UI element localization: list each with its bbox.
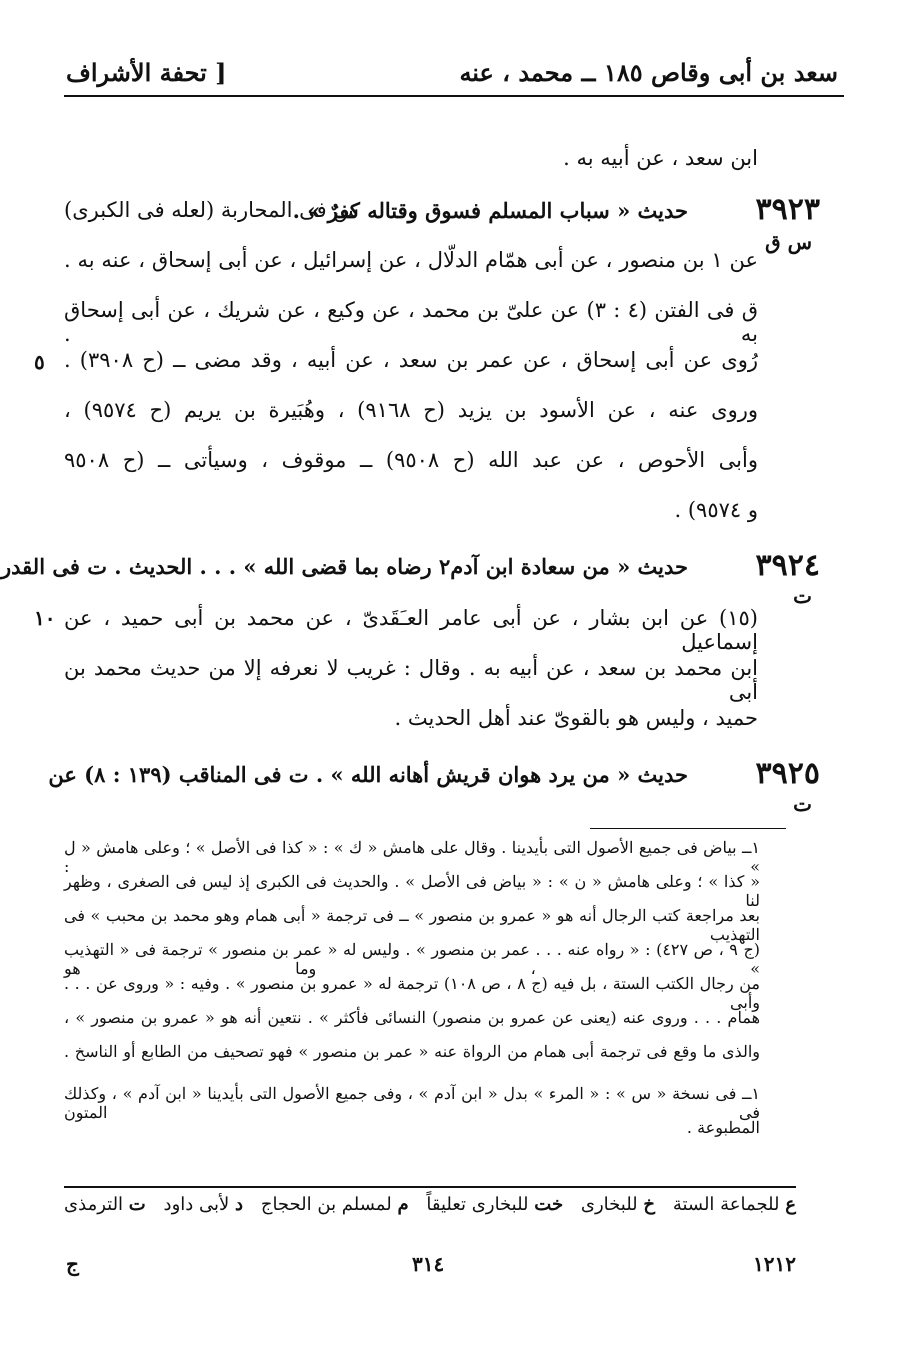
text-line: ق فى الفتن (٤ : ٣) عن علىّ بن محمد ، عن وكيع ، عن شريك ، عن أبى إسحاق به . — [64, 298, 758, 346]
key-entry — [64, 1194, 146, 1215]
key-label: لمسلم بن الحجاج — [260, 1194, 392, 1215]
abbreviation-key — [64, 1194, 796, 1215]
key-code: د — [235, 1194, 244, 1215]
key-label: للبخارى تعليقاً — [426, 1194, 529, 1215]
header-rule — [64, 95, 844, 97]
hadith-text: حديث « من سعادة ابن آدم٢ رضاه بما قضى الله » . . . الحديث . ت فى القدر — [1, 554, 688, 579]
footnote-line: المطبوعة . — [686, 1118, 760, 1137]
footnote-line: من رجال الكتب الستة ، بل فيه (ج ٨ ، ص ١٠٨) ترجمة له « عمرو بن منصور » . وفيه : « وروى عن . . . وأبى — [64, 974, 761, 1012]
running-header-book-title: [ تحفة الأشراف — [66, 58, 227, 87]
text-line: رُوى عن أبى إسحاق ، عن عمر بن سعد ، عن أبيه ، وقد مضى ــ (ح ٣٩٠٨) . — [64, 348, 758, 372]
hadith-number: ٣٩٢٥ — [755, 756, 820, 791]
text-line: عن ١ بن منصور ، عن أبى همّام الدلّال ، عن إسرائيل ، عن أبى إسحاق ، عنه به . — [64, 248, 758, 272]
side-mark: ت — [793, 792, 812, 816]
footnote-rule — [590, 828, 786, 829]
signature-mark: ج — [66, 1252, 79, 1276]
key-label: للجماعة الستة — [672, 1194, 780, 1215]
key-label: لأبى داود — [163, 1194, 230, 1215]
text-line: ابن محمد بن سعد ، عن أبيه به . وقال : غريب لا نعرفه إلا من حديث محمد بن أبى — [64, 656, 758, 704]
text-line: حميد ، وليس هو بالقوىّ عند أهل الحديث . — [394, 706, 758, 730]
footnote-line: ١ــ فى نسخة « س » : « المرء » بدل « ابن آدم » ، وفى جميع الأصول التى بأيدينا « ابن آدم » ، وكذلك فى المتون — [64, 1084, 760, 1122]
text-line: ابن سعد ، عن أبيه به . — [563, 146, 758, 170]
key-entry — [426, 1194, 563, 1215]
key-code: م — [397, 1194, 409, 1215]
side-mark: س ق — [765, 230, 812, 254]
margin-line-number: ١٠ — [34, 606, 56, 630]
footnote-line: « كذا » ؛ وعلى هامش « ن » : « بياض فى الأصل » . والحديث فى الكبرى إذ ليس فى الصغرى ، وظهر لنا — [64, 872, 760, 910]
running-header-chapter: سعد بن أبى وقاص ١٨٥ ــ محمد ، عنه — [459, 58, 838, 87]
side-mark: ت — [793, 584, 812, 608]
key-code: ت — [128, 1194, 146, 1215]
footnote-line: همام . . . وروى عنه (يعنى عن عمرو بن منصور) النسائى فأكثر » . نتعين أنه هو « عمرو بن منصور » ، — [64, 1008, 761, 1027]
key-entry — [164, 1194, 243, 1215]
hadith-text: حديث « من يرد هوان قريش أهانه الله » . ت فى المناقب (١٣٩ : ٨) عن — [48, 762, 688, 787]
text-line: و ٩٥٧٤) . — [674, 498, 758, 522]
text-line: وروى عنه ، عن الأسود بن يزيد (ح ٩١٦٨) ، وهُبَيرة بن يريم (ح ٩٥٧٤) ، — [64, 398, 758, 422]
item-number: ١٢١٢ — [753, 1252, 796, 1276]
footnote-line: والذى ما وقع فى ترجمة أبى همام من الرواة عنه « عمر بن منصور » فهو تصحيف من الطابع أو الناسخ . — [64, 1042, 760, 1061]
key-code: خت — [534, 1194, 564, 1215]
key-code: ع — [785, 1194, 796, 1215]
key-rule — [64, 1186, 796, 1188]
margin-line-number: ٥ — [34, 350, 45, 374]
hadith-text: حديث « سباب المسلم فسوق وقتاله كفرٌ » . — [292, 198, 688, 223]
key-entry — [673, 1194, 796, 1215]
page-number: ٣١٤ — [412, 1252, 445, 1276]
key-label: الترمذى — [64, 1194, 124, 1215]
text-line: س فى المحاربة (لعله فى الكبرى) — [64, 198, 359, 222]
key-entry — [261, 1194, 409, 1215]
footnote-line: بعد مراجعة كتب الرجال أنه هو « عمرو بن منصور » ــ فى ترجمة « أبى همام وهو محمد بن محبب » فى التهذيب — [64, 906, 760, 944]
key-label: للبخارى — [580, 1194, 638, 1215]
footnote-line: ١ــ بياض فى جميع الأصول التى بأيدينا . وقال على هامش « ك » : « كذا فى الأصل » ؛ وعلى هامش « ل » : — [64, 838, 760, 876]
hadith-number: ٣٩٢٤ — [755, 548, 820, 583]
key-code: خ — [643, 1194, 656, 1215]
hadith-number: ٣٩٢٣ — [755, 192, 820, 227]
key-entry — [581, 1194, 655, 1215]
text-line: (١٥) عن ابن بشار ، عن أبى عامر العـَقَدىّ ، عن محمد بن أبى حميد ، عن إسماعيل — [64, 606, 758, 654]
footnote-line: (ج ٩ ، ص ٤٢٧) : « رواه عنه . . . عمر بن منصور » . وليس له « عمر بن منصور » ترجمة فى « التهذيب » ، وما هو — [64, 940, 761, 978]
text-line: وأبى الأحوص ، عن عبد الله (ح ٩٥٠٨) ــ موقوف ، وسيأتى ــ (ح ٩٥٠٨ — [64, 448, 758, 472]
